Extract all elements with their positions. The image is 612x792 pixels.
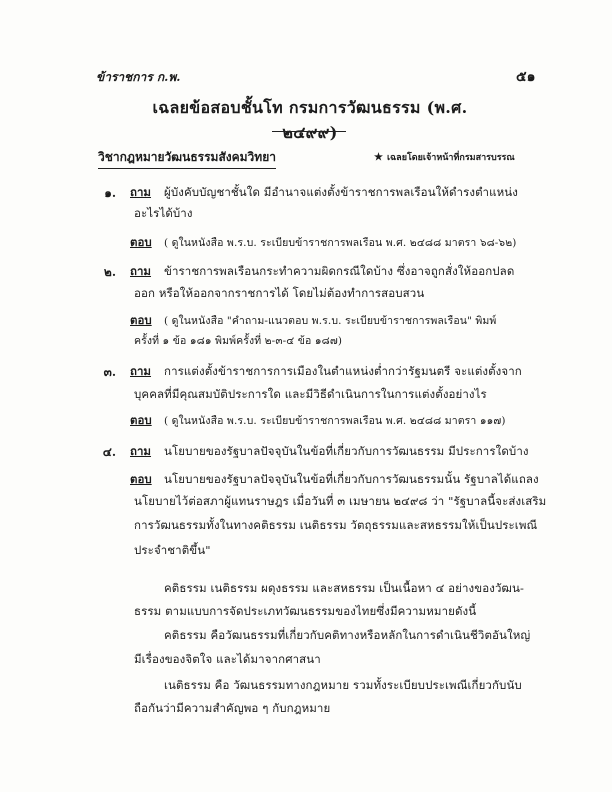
question-number: ๑.	[104, 186, 116, 200]
question-label: ถาม	[130, 185, 152, 199]
header-left: ข้าราชการ ก.พ.	[96, 70, 181, 84]
question-text: อะไรได้บ้าง	[134, 206, 193, 220]
answer-text: นโยบายของรัฐบาลปัจจุบันในข้อที่เกี่ยวกับการวัฒนธรรมนั้น รัฐบาลได้แถลง	[164, 472, 539, 486]
answer-text: นโยบายไว้ต่อสภาผู้แทนราษฎร เมื่อวันที่ ๓ เมษายน ๒๔๙๘ ว่า "รัฐบาลนี้จะส่งเสริม	[134, 494, 547, 508]
page-title: เฉลยข้อสอบชั้นโท กรมการวัฒนธรรม (พ.ศ. ๒๔๙๙)	[152, 98, 468, 142]
question-text: นโยบายของรัฐบาลปัจจุบันในข้อที่เกี่ยวกับการวัฒนธรรม มีประการใดบ้าง	[164, 444, 529, 458]
question-label: ถาม	[130, 444, 152, 458]
note-text: เฉลยโดยเจ้าหน้าที่กรมสารบรรณ	[386, 153, 515, 163]
paragraph-text: เนติธรรม คือ วัฒนธรรมทางกฎหมาย รวมทั้งระเบียบประเพณีเกี่ยวกับนับ	[164, 678, 522, 692]
answer-text: ( ดูในหนังสือ พ.ร.บ. ระเบียบข้าราชการพลเรือน พ.ศ. ๒๔๘๘ มาตรา ๖๘-๖๒)	[164, 237, 517, 249]
question-number: ๓.	[103, 365, 116, 379]
paragraph-text: คติธรรม เนติธรรม ผดุงธรรม และสหธรรม เป็นเนื้อหา ๔ อย่างของวัฒน-	[164, 581, 524, 595]
answer-text: การวัฒนธรรมทั้งในทางคติธรรม เนติธรรม วัตถุธรรมและสหธรรมให้เป็นประเพณี	[134, 518, 538, 532]
section-heading: วิชากฎหมายวัฒนธรรมสังคมวิทยา	[98, 148, 276, 169]
paragraph-text: ธรรม ตามแบบการจัดประเภทวัฒนธรรมของไทยซึ่งมีความหมายดังนี้	[134, 604, 477, 618]
title-divider	[272, 131, 346, 132]
page-number: ๕๑	[516, 69, 536, 85]
question-text: ออก หรือให้ออกจากราชการได้ โดยไม่ต้องทำการสอบสวน	[134, 286, 425, 300]
question-text: ผู้บังคับบัญชาชั้นใด มีอำนาจแต่งตั้งข้าราชการพลเรือนให้ดำรงตำแหน่ง	[164, 185, 518, 199]
question-text: ข้าราชการพลเรือนกระทำความผิดกรณีใดบ้าง ซึ่งอาจถูกสั่งให้ออกปลด	[164, 264, 515, 278]
answer-label: ตอบ	[130, 472, 152, 486]
answer-text: ( ดูในหนังสือ "คำถาม-แนวตอบ พ.ร.บ. ระเบียบข้าราชการพลเรือน" พิมพ์	[164, 315, 497, 327]
answer-text: ( ดูในหนังสือ พ.ร.บ. ระเบียบข้าราชการพลเรือน พ.ศ. ๒๔๘๘ มาตรา ๑๑๗)	[164, 415, 506, 427]
answer-text: ประจำชาติขึ้น"	[134, 543, 211, 557]
question-text: บุคคลที่มีคุณสมบัติประการใด และมีวิธีดำเนินการในการแต่งตั้งอย่างไร	[134, 387, 487, 401]
answer-text: ครั้งที่ ๑ ข้อ ๑๘๑ พิมพ์ครั้งที่ ๒-๓-๔ ข้อ ๑๘๗)	[134, 335, 343, 347]
answer-label: ตอบ	[130, 313, 152, 327]
question-number: ๔.	[102, 445, 116, 459]
question-number: ๒.	[103, 265, 116, 279]
question-label: ถาม	[130, 364, 152, 378]
paragraph-text: มีเรื่องของจิตใจ และได้มาจากศาสนา	[134, 652, 321, 666]
answer-label: ตอบ	[130, 413, 152, 427]
note	[374, 150, 515, 164]
star-icon: ★	[374, 152, 383, 163]
question-text: การแต่งตั้งข้าราชการการเมืองในตำแหน่งต่ำกว่ารัฐมนตรี จะแต่งตั้งจาก	[164, 364, 522, 378]
paragraph-text: คติธรรม คือวัฒนธรรมที่เกี่ยวกับคติทางหรือหลักในการดำเนินชีวิตอันใหญ่	[164, 628, 531, 642]
paragraph-text: ถือกันว่ามีความสำคัญพอ ๆ กับกฎหมาย	[134, 701, 331, 715]
answer-label: ตอบ	[130, 235, 152, 249]
question-label: ถาม	[130, 264, 152, 278]
